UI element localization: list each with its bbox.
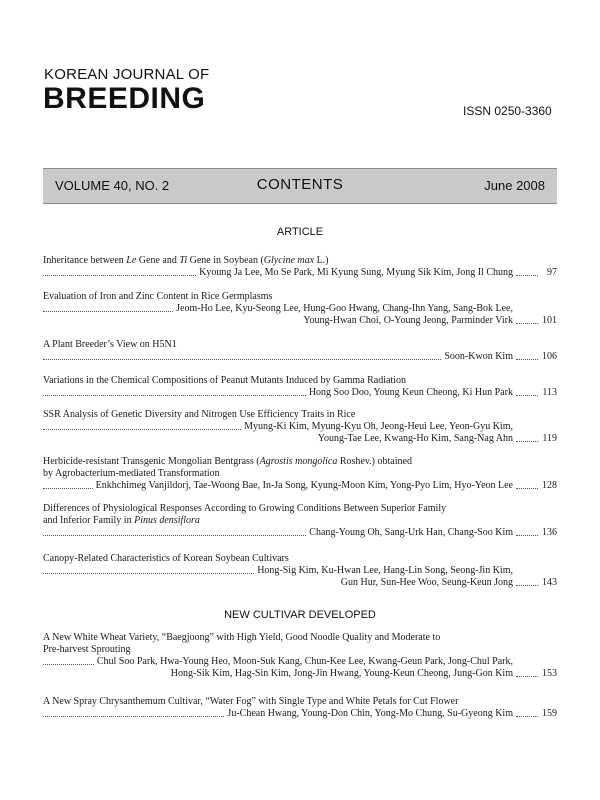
article-title: SSR Analysis of Genetic Diversity and Nitrogen Use Efficiency Traits in Rice <box>43 409 356 420</box>
article-authors: Enkhchimeg Vanjildorj, Tae-Woong Bae, In-Ja Song, Kyung-Moon Kim, Yong-Pyo Lim, Hyo-Yeon Lee <box>95 480 513 491</box>
leader-dots <box>43 716 224 717</box>
page-number: 159 <box>542 708 557 719</box>
article-entry[interactable] <box>43 503 557 539</box>
article-title: Herbicide-resistant Transgenic Mongolian Bentgrass (Agrostis mongolica Roshev.) obtained <box>43 456 412 467</box>
article-authors-continued: Young-Tae Lee, Kwang-Ho Kim, Sang-Nag Ahn <box>317 433 513 444</box>
cultivar-title: A New Spray Chrysanthemum Cultivar, “Water Fog” with Single Type and White Petals for Cut Flower <box>43 696 459 707</box>
leader-dots <box>43 573 254 574</box>
page-leader-dots <box>516 395 538 396</box>
article-title: Evaluation of Iron and Zinc Content in Rice Germplasms <box>43 291 273 302</box>
page-number: 101 <box>542 315 557 326</box>
article-entry[interactable] <box>43 409 557 445</box>
page-number: 128 <box>542 480 557 491</box>
page-leader-dots <box>516 488 538 489</box>
page-number: 106 <box>542 351 557 362</box>
article-entry[interactable] <box>43 255 557 279</box>
section-title-new-cultivar: NEW CULTIVAR DEVELOPED <box>224 609 376 621</box>
page-number: 97 <box>547 267 557 278</box>
leader-dots <box>43 359 441 360</box>
article-authors-continued: Young-Hwan Choi, O-Young Jeong, Parminder Virk <box>303 315 513 326</box>
page-leader-dots <box>516 535 538 536</box>
leader-dots <box>43 275 196 276</box>
article-authors: Chang-Young Oh, Sang-Urk Han, Chang-Soo Kim <box>309 527 513 538</box>
cultivar-authors: Ju-Chean Hwang, Young-Don Chin, Yong-Mo Chung, Su-Gyeong Kim <box>227 708 513 719</box>
article-authors: Myung-Ki Kim, Myung-Kyu Oh, Jeong-Heui Lee, Yeon-Gyu Kim, <box>244 421 513 432</box>
article-entry[interactable] <box>43 375 557 399</box>
section-title-article: ARTICLE <box>276 226 324 238</box>
page-number: 119 <box>542 433 557 444</box>
article-entry[interactable] <box>43 291 557 327</box>
article-authors: Hong-Sig Kim, Ku-Hwan Lee, Hang-Lin Song, Seong-Jin Kim, <box>257 565 513 576</box>
issn-label: ISSN 0250-3360 <box>463 104 552 118</box>
page-number: 113 <box>542 387 557 398</box>
page-leader-dots <box>516 323 538 324</box>
journal-name-line1: KOREAN JOURNAL OF <box>44 66 210 83</box>
page-leader-dots <box>516 441 538 442</box>
article-entry[interactable] <box>43 553 557 589</box>
cultivar-entry[interactable] <box>43 632 557 680</box>
leader-dots <box>43 311 173 312</box>
article-title: Variations in the Chemical Compositions of Peanut Mutants Induced by Gamma Radiation <box>43 375 406 386</box>
contents-band <box>43 168 557 204</box>
article-authors: Jeom-Ho Lee, Kyu-Seong Lee, Hung-Goo Hwang, Chang-Ihn Yang, Sang-Bok Lee, <box>176 303 513 314</box>
issue-date: June 2008 <box>484 178 545 193</box>
leader-dots <box>43 488 93 489</box>
page-leader-dots <box>516 676 538 677</box>
leader-dots <box>43 429 241 430</box>
article-title: Inheritance between Le Gene and Ti Gene in Soybean (Glycine max L.) <box>43 255 329 266</box>
page-leader-dots <box>516 585 538 586</box>
leader-dots <box>43 535 306 536</box>
cultivar-authors-continued: Hong-Sik Kim, Hag-Sin Kim, Jong-Jin Hwang, Young-Keun Cheong, Jung-Gon Kim <box>170 668 513 679</box>
cultivar-title: A New White Wheat Variety, “Baegjoong” with High Yield, Good Noodle Quality and Moderate to <box>43 632 441 643</box>
volume-label: VOLUME 40, NO. 2 <box>55 178 170 193</box>
journal-name-line2: BREEDING <box>43 82 206 115</box>
article-title-continued: and Inferior Family in Pinus densiflora <box>43 515 200 526</box>
cultivar-entry[interactable] <box>43 696 557 720</box>
cultivar-title-continued: Pre-harvest Sprouting <box>43 644 131 655</box>
page-number: 143 <box>542 577 557 588</box>
article-title-continued: by Agrobacterium-mediated Transformation <box>43 468 220 479</box>
page-leader-dots <box>516 275 538 276</box>
page-number: 153 <box>542 668 557 679</box>
article-title: Differences of Physiological Responses According to Growing Conditions Between Superior Family <box>43 503 447 514</box>
article-authors: Kyoung Ja Lee, Mo Se Park, Mi Kyung Sung, Myung Sik Kim, Jong Il Chung <box>199 267 513 278</box>
contents-heading: CONTENTS <box>256 176 344 193</box>
leader-dots <box>43 664 94 665</box>
article-title: A Plant Breeder’s View on H5N1 <box>43 339 177 350</box>
page-leader-dots <box>516 716 538 717</box>
leader-dots <box>43 395 306 396</box>
article-entry[interactable] <box>43 456 557 492</box>
article-entry[interactable] <box>43 339 557 363</box>
article-authors-continued: Gun Hur, Sun-Hee Woo, Seung-Keun Jong <box>340 577 513 588</box>
article-authors: Soon-Kwon Kim <box>444 351 513 362</box>
page-leader-dots <box>516 359 538 360</box>
article-authors: Hong Soo Doo, Young Keun Cheong, Ki Hun Park <box>308 387 513 398</box>
page-number: 136 <box>542 527 557 538</box>
article-title: Canopy-Related Characteristics of Korean Soybean Cultivars <box>43 553 289 564</box>
cultivar-authors: Chul Soo Park, Hwa-Young Heo, Moon-Suk Kang, Chun-Kee Lee, Kwang-Geun Park, Jong-Chul Park, <box>96 656 513 667</box>
